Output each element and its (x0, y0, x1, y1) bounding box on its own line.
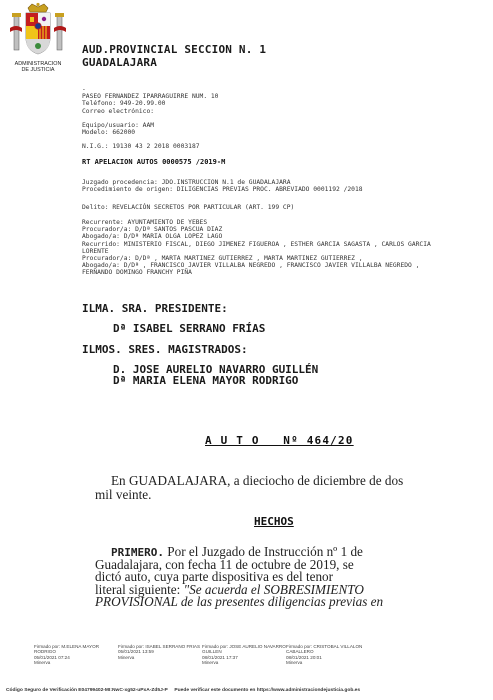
party-line: FERNANDO DOMINGO FRANCHY PIÑA (82, 269, 192, 277)
magistrate-name: Dª MARIA ELENA MAYOR RODRIGO (113, 374, 299, 387)
primero-text: literal siguiente: (95, 581, 184, 597)
signature-block (202, 644, 286, 666)
signature-block (286, 644, 362, 666)
intro-line: mil veinte. (95, 486, 152, 502)
signature-line: 08/01/2021 17:37 (202, 654, 238, 660)
primero-text: Por el Juzgado de Instrucción nº 1 de (163, 544, 363, 559)
crime: Delito: REVELACIÓN SECRETOS POR PARTICULAR (ART. 199 CP) (82, 204, 295, 211)
signature-line: RODRIGO (34, 649, 56, 655)
signature-line: CABALLERO (286, 649, 314, 655)
party-line: Abogado/a: D/Dª , FRANCISCO JAVIER VILLALBA NEGREDO , FRANCISCO JAVIER VILLALBA NEGREDO , (82, 262, 420, 270)
info-dash: - (82, 86, 86, 93)
nig-number: N.I.G.: 19130 43 2 2018 0003187 (82, 143, 200, 151)
signature-line: Minerva (202, 660, 219, 666)
team-user: Equipo/usuario: AAM (82, 121, 155, 129)
signature-block (118, 644, 200, 660)
court-name: AUD.PROVINCIAL SECCION N. 1 (82, 43, 267, 56)
party-line: Abogado/a: D/Dª MARIA OLGA LOPEZ LAGO (82, 233, 223, 241)
signature-line: Minerva (118, 654, 135, 660)
party-line: Procurador/a: D/Dª SANTOS PASCUA DIAZ (82, 226, 223, 234)
verification-footer: Código Seguro de Verificación E04799402-MI:NwC-xg52-uPxA-Zd5J-P Puede verificar este documento en https://www.administraciondejusticia.gob.es (6, 688, 361, 693)
signature-line: Minerva (286, 660, 303, 666)
signature-line: Firmado por: CRISTOBAL VILLALON (286, 644, 363, 649)
magistrates-heading: ILMOS. SRES. MAGISTRADOS: (82, 343, 248, 356)
court-address: PASEO FERNANDEZ IPARRAGUIRRE NUM. 10 (82, 93, 219, 101)
court-email: Correo electrónico: (82, 107, 155, 115)
signature-line: 08/01/2021 20:01 (286, 654, 322, 660)
primero-line: PROVISIONAL de las presentes diligencias previas en (95, 593, 384, 609)
primero-quote: "Se acuerda el SOBRESIMIENTO (183, 581, 364, 597)
model-number: Modelo: 662000 (82, 129, 136, 137)
court-heading (82, 43, 266, 69)
origin-procedure: Procedimiento de origen: DILIGENCIAS PREVIAS PROC. ABREVIADO 0001192 /2018 (82, 186, 363, 194)
primero-label: PRIMERO. (111, 546, 164, 559)
signature-line: 05/01/2021 13:59 (118, 649, 154, 655)
signature-line: Firmado por: JOSE AURELIO NAVARRO (202, 644, 286, 649)
logo-caption-line2: DE JUSTICIA (21, 67, 55, 73)
president-heading: ILMA. SRA. PRESIDENTE: (82, 302, 228, 315)
origin-court: Juzgado procedencia: JDO.INSTRUCCION N.1 de GUADALAJARA (82, 179, 291, 186)
case-number: RT APELACION AUTOS 0000575 /2019-M (82, 158, 226, 166)
primero-paragraph (95, 546, 469, 608)
president-name: Dª ISABEL SERRANO FRÍAS (113, 322, 266, 335)
court-phone: Teléfono: 949-20.99.00 (82, 100, 166, 108)
intro-line: En GUADALAJARA, a dieciocho de diciembre de dos (111, 473, 404, 488)
signature-line: 05/01/2021 07:24 (34, 654, 70, 660)
hechos-heading: HECHOS (254, 515, 294, 528)
intro-paragraph (95, 474, 469, 501)
signature-line: Firmado por: ISABEL SERRANO FRIAS (118, 644, 201, 649)
origin-block (82, 179, 363, 193)
court-city: GUADALAJARA (82, 56, 158, 69)
parties-block (82, 219, 431, 277)
signature-block (34, 644, 99, 666)
signature-line: Firmado por: M.ELENA MAYOR (34, 644, 100, 649)
signature-line: Minerva (34, 660, 51, 666)
logo-caption-line1: ADMINISTRACION (14, 61, 62, 67)
court-info-block (82, 86, 218, 150)
primero-line: Guadalajara, con fecha 11 de octubre de 2019, se (95, 557, 354, 573)
party-line: Procurador/a: D/Dª , MARTA MARTINEZ GUTIERREZ , MARTA MARTINEZ GUTIERREZ , (82, 255, 363, 263)
magistrate-name: D. JOSE AURELIO NAVARRO GUILLÉN (113, 363, 319, 376)
primero-line: dictó auto, cuya parte dispositiva es del tenor (95, 569, 334, 585)
coat-of-arms-logo (6, 2, 70, 60)
signature-line: GUILLEN (202, 649, 222, 655)
party-line: Recurrente: AYUNTAMIENTO DE YEBES (82, 219, 208, 226)
party-line: Recurrido: MINISTERIO FISCAL, DIEGO JIMENEZ FIGUEROA , ESTHER GARCIA SAGASTA , CARLOS GARCIA (82, 240, 431, 248)
auto-title: A U T O Nº 464/20 (205, 434, 354, 447)
logo-caption (0, 61, 76, 73)
party-line: LORENTE (82, 247, 109, 255)
